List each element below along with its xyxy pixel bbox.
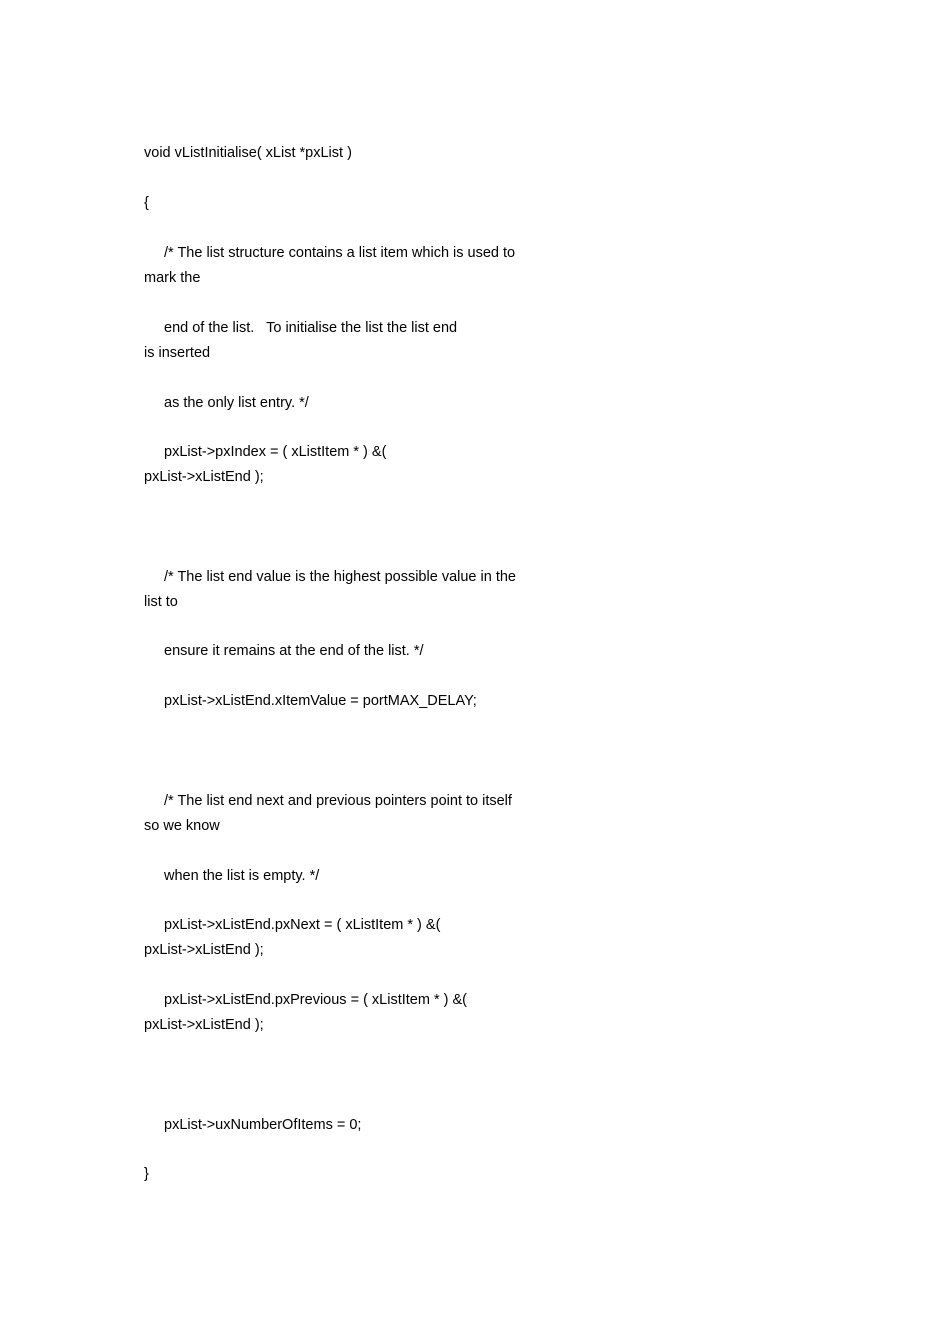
code-line-pxindex-assign-cont: pxList->xListEnd ); bbox=[144, 469, 264, 485]
code-line-comment-2c: ensure it remains at the end of the list. */ bbox=[164, 643, 424, 659]
code-line-pxprevious-assign-cont: pxList->xListEnd ); bbox=[144, 1017, 264, 1033]
code-line-comment-1c: end of the list. To initialise the list the list end bbox=[164, 320, 458, 336]
code-line-comment-1e: as the only list entry. */ bbox=[164, 395, 309, 411]
code-line-pxnext-assign-cont: pxList->xListEnd ); bbox=[144, 942, 264, 958]
code-line-pxnext-assign: pxList->xListEnd.pxNext = ( xListItem * ) &( bbox=[164, 917, 441, 933]
code-line-comment-3b: so we know bbox=[144, 818, 220, 834]
code-line-comment-1b: mark the bbox=[144, 270, 201, 286]
code-line-comment-2a: /* The list end value is the highest possible value in the bbox=[164, 569, 516, 585]
code-line-pxindex-assign: pxList->pxIndex = ( xListItem * ) &( bbox=[164, 444, 387, 460]
code-line-numberofitems-assign: pxList->uxNumberOfItems = 0; bbox=[164, 1117, 362, 1133]
code-line-itemvalue-assign: pxList->xListEnd.xItemValue = portMAX_DELAY; bbox=[164, 693, 477, 709]
code-line-comment-3c: when the list is empty. */ bbox=[164, 868, 320, 884]
code-line-comment-3a: /* The list end next and previous pointers point to itself bbox=[164, 793, 512, 809]
code-line-comment-1d: is inserted bbox=[144, 345, 211, 361]
code-line-close-brace: } bbox=[144, 1166, 149, 1182]
code-line-pxprevious-assign: pxList->xListEnd.pxPrevious = ( xListItem * ) &( bbox=[164, 992, 467, 1008]
code-line-open-brace: { bbox=[144, 195, 149, 211]
code-line-comment-1a: /* The list structure contains a list item which is used to bbox=[164, 245, 516, 261]
code-line-comment-2b: list to bbox=[144, 594, 178, 610]
code-line-function-signature: void vListInitialise( xList *pxList ) bbox=[144, 145, 352, 161]
